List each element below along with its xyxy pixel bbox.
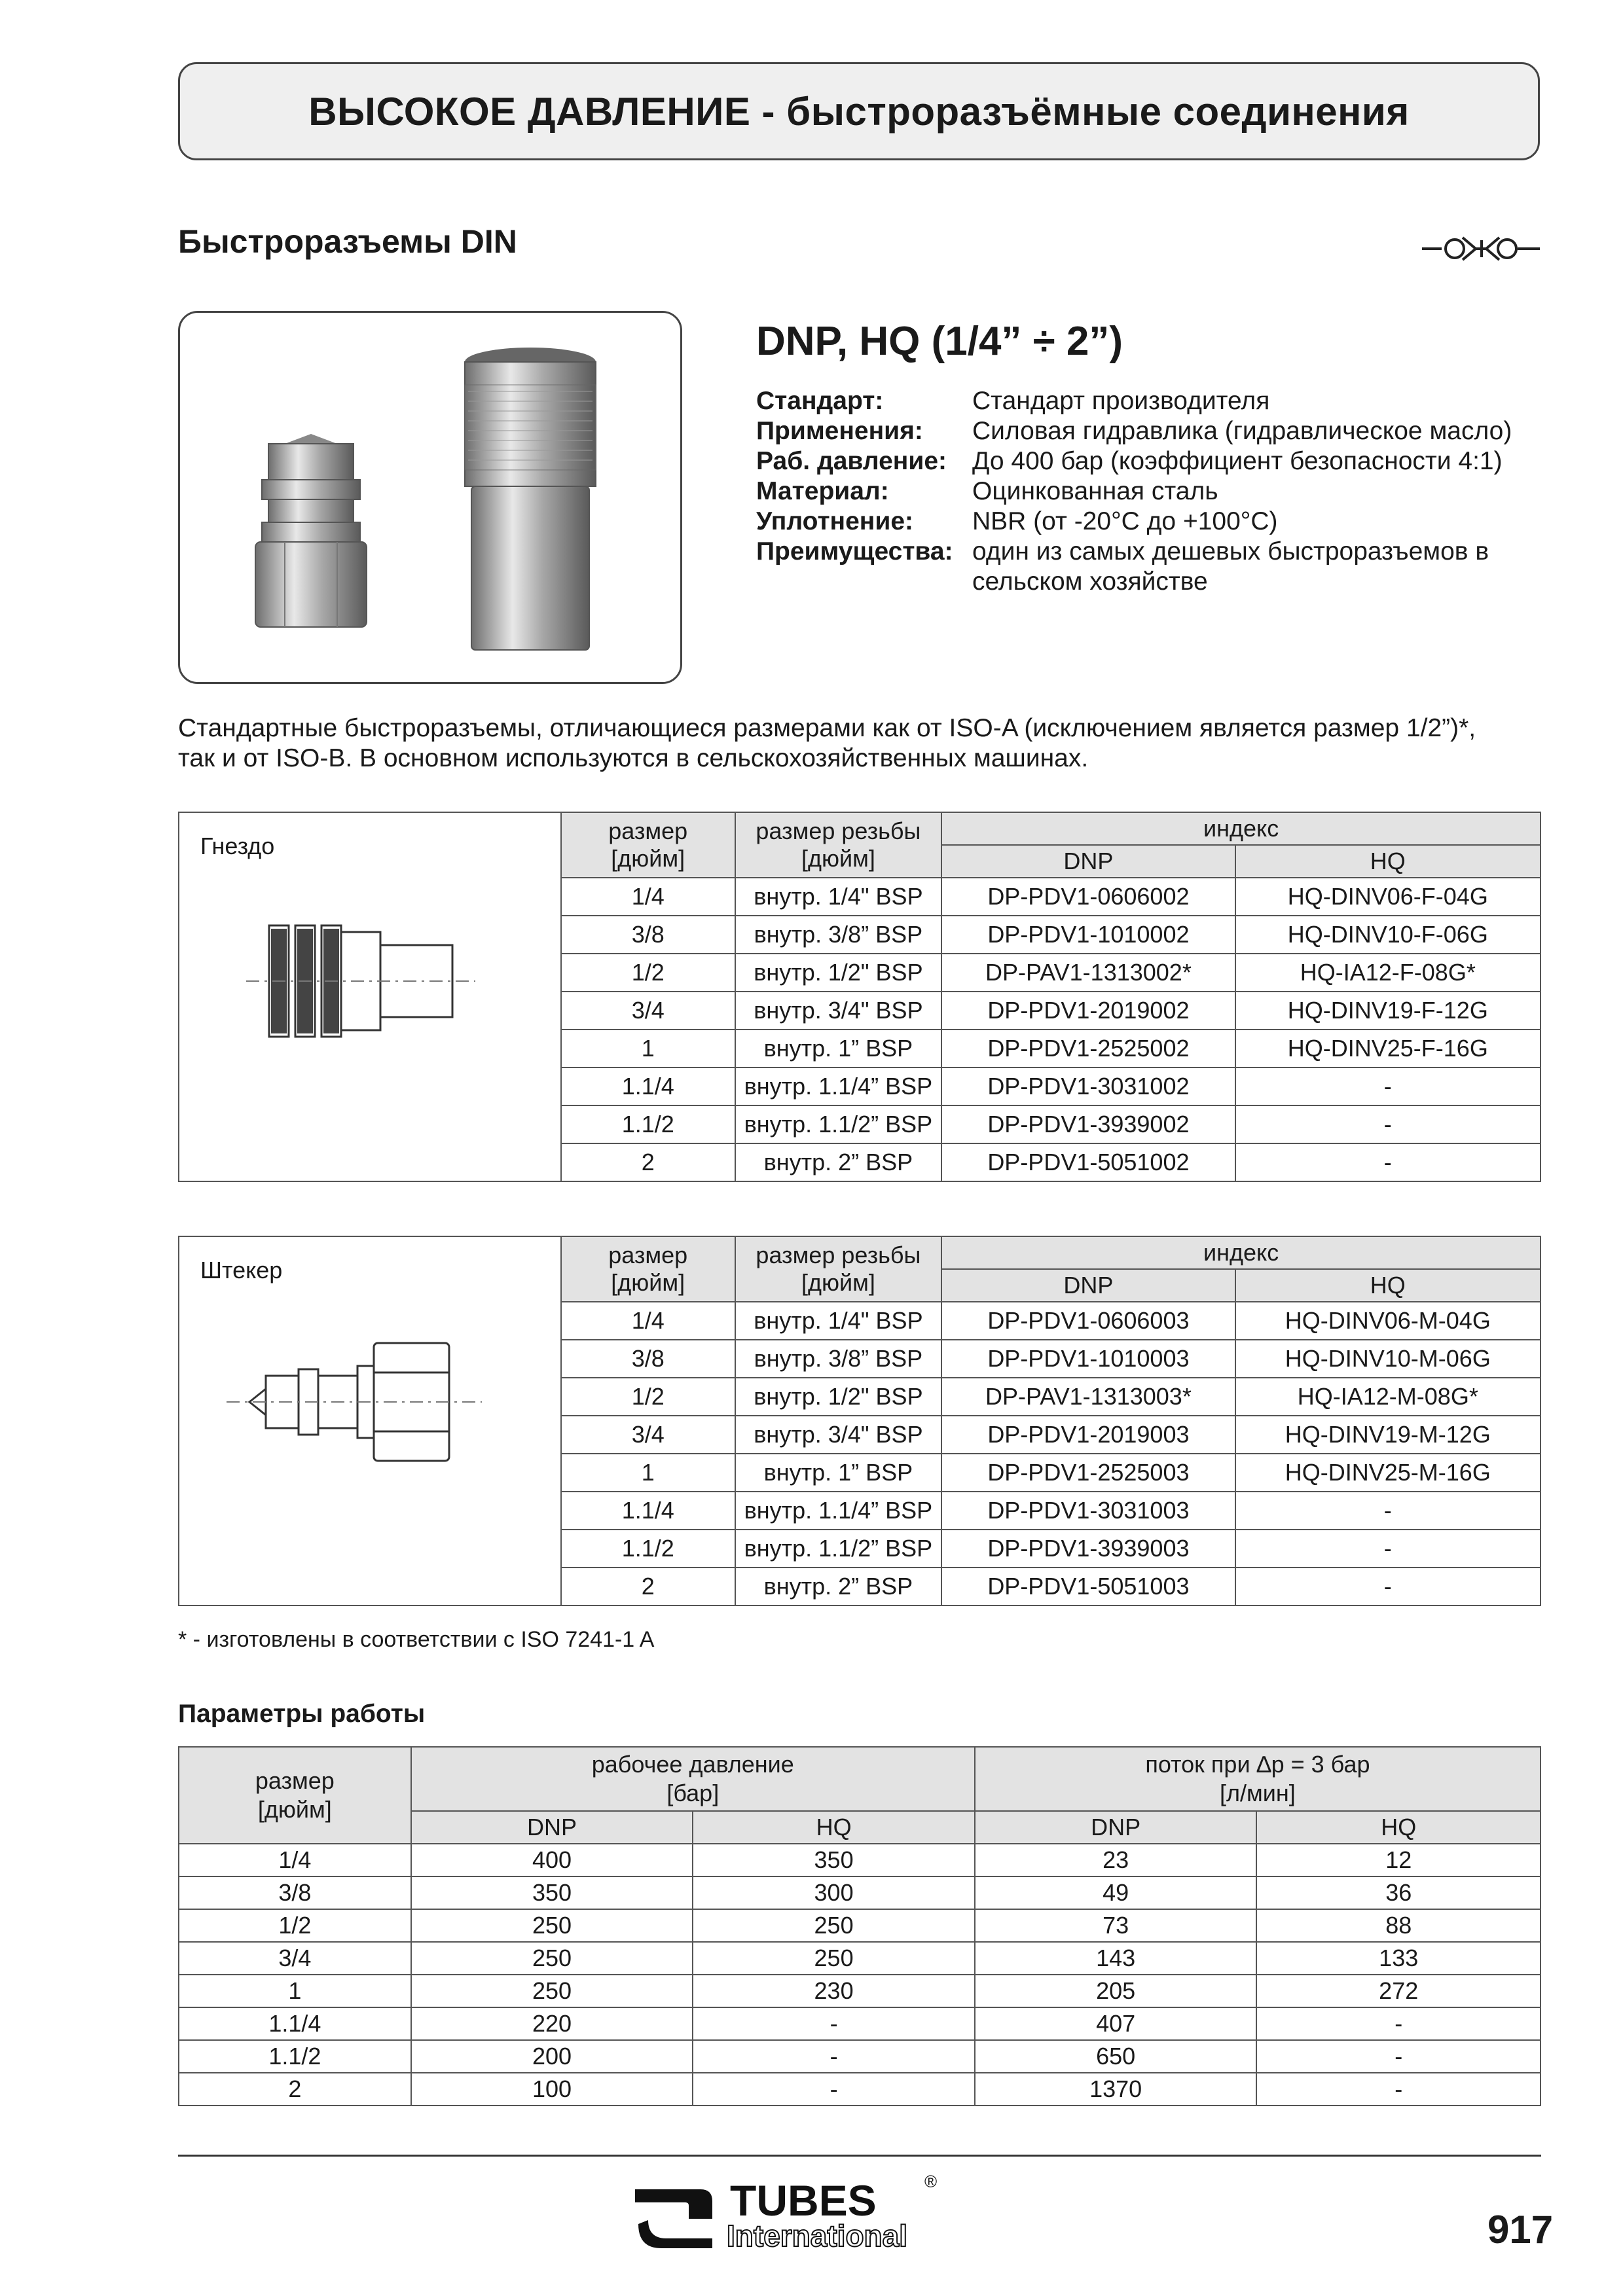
header-dnp: DNP	[411, 1811, 693, 1844]
cell-flow-dnp: 143	[975, 1942, 1257, 1975]
cell-thread: внутр. 1/4" BSP	[735, 878, 942, 916]
cell-hq: HQ-IA12-F-08G*	[1235, 954, 1541, 992]
cell-thread: внутр. 1/2" BSP	[735, 1378, 942, 1416]
cell-flow-hq: 88	[1256, 1909, 1541, 1942]
cell-dnp: DP-PDV1-2019002	[941, 992, 1235, 1030]
header-flow	[975, 1747, 1541, 1811]
spec-value: Оцинкованная сталь	[972, 477, 1218, 505]
cell-size: 2	[561, 1568, 735, 1605]
cell-thread: внутр. 2” BSP	[735, 1143, 942, 1181]
cell-pressure-dnp: 400	[411, 1844, 693, 1876]
spec-label: Уплотнение:	[756, 507, 913, 535]
spec-row	[756, 386, 1535, 416]
tubes-logo-icon	[635, 2173, 969, 2258]
params-title: Параметры работы	[178, 1700, 426, 1728]
header-index: индекс	[941, 812, 1541, 845]
cell-size: 1/2	[179, 1909, 411, 1942]
cell-pressure-hq: -	[693, 2040, 975, 2073]
header-dnp: DNP	[975, 1811, 1257, 1844]
spec-row	[756, 537, 1535, 597]
header-thread	[735, 1236, 942, 1302]
cell-dnp: DP-PDV1-5051003	[941, 1568, 1235, 1605]
header-text: [дюйм]	[611, 1269, 685, 1296]
quick-coupling-symbol-icon	[1422, 226, 1540, 272]
coupling-photo-icon	[180, 313, 680, 682]
cell-flow-hq: -	[1256, 2040, 1541, 2073]
cell-size: 2	[561, 1143, 735, 1181]
cell-size: 2	[179, 2073, 411, 2106]
cell-thread: внутр. 1/2" BSP	[735, 954, 942, 992]
table-row	[179, 2040, 1541, 2073]
cell-size: 1.1/2	[561, 1105, 735, 1143]
cell-pressure-dnp: 250	[411, 1975, 693, 2007]
cell-thread: внутр. 3/4" BSP	[735, 1416, 942, 1454]
cell-size: 1.1/4	[179, 2007, 411, 2040]
cell-hq: -	[1235, 1568, 1541, 1605]
footer-divider	[178, 2155, 1541, 2157]
header-size	[561, 1236, 735, 1302]
cell-thread: внутр. 3/8” BSP	[735, 916, 942, 954]
cell-dnp: DP-PDV1-0606002	[941, 878, 1235, 916]
cell-hq: HQ-DINV10-F-06G	[1235, 916, 1541, 954]
cell-dnp: DP-PDV1-2525002	[941, 1030, 1235, 1067]
cell-flow-dnp: 1370	[975, 2073, 1257, 2106]
cell-pressure-hq: -	[693, 2073, 975, 2106]
header-text: [дюйм]	[611, 845, 685, 872]
header-text: рабочее давление	[591, 1751, 794, 1778]
cell-thread: внутр. 2” BSP	[735, 1568, 942, 1605]
cell-dnp: DP-PAV1-1313002*	[941, 954, 1235, 992]
header-text: [л/мин]	[1220, 1780, 1296, 1806]
cell-dnp: DP-PDV1-2525003	[941, 1454, 1235, 1492]
cell-dnp: DP-PDV1-0606003	[941, 1302, 1235, 1340]
cell-hq: HQ-DINV25-M-16G	[1235, 1454, 1541, 1492]
cell-hq: -	[1235, 1143, 1541, 1181]
cell-dnp: DP-PDV1-3939003	[941, 1530, 1235, 1568]
header-pressure	[411, 1747, 975, 1811]
cell-size: 1.1/2	[561, 1530, 735, 1568]
intro-line: Стандартные быстроразъемы, отличающиеся размерами как от ISO-A (исключением является размер 1/2”)*,	[178, 714, 1476, 742]
cell-size: 1/2	[561, 1378, 735, 1416]
cell-hq: HQ-DINV10-M-06G	[1235, 1340, 1541, 1378]
cell-pressure-dnp: 200	[411, 2040, 693, 2073]
cell-flow-hq: 12	[1256, 1844, 1541, 1876]
table-row	[179, 1876, 1541, 1909]
cell-size: 1/4	[179, 1844, 411, 1876]
cell-thread: внутр. 1” BSP	[735, 1454, 942, 1492]
table-row	[179, 1844, 1541, 1876]
cell-thread: внутр. 1/4" BSP	[735, 1302, 942, 1340]
tubes-international-logo	[635, 2173, 969, 2258]
cell-size: 3/4	[561, 1416, 735, 1454]
spec-label: Применения:	[756, 417, 923, 445]
cell-hq: -	[1235, 1067, 1541, 1105]
cell-size: 3/4	[179, 1942, 411, 1975]
header-hq: HQ	[693, 1811, 975, 1844]
cell-pressure-hq: 230	[693, 1975, 975, 2007]
male-label: Штекер	[200, 1257, 283, 1283]
logo-main-text: TUBES	[730, 2176, 877, 2225]
product-photo-frame	[178, 311, 682, 684]
cell-hq: -	[1235, 1105, 1541, 1143]
cell-pressure-dnp: 250	[411, 1942, 693, 1975]
header-hq: HQ	[1256, 1811, 1541, 1844]
cell-flow-hq: 36	[1256, 1876, 1541, 1909]
cell-hq: -	[1235, 1492, 1541, 1530]
spec-value: До 400 бар (коэффициент безопасности 4:1)	[972, 447, 1503, 475]
header-hq: HQ	[1235, 845, 1541, 878]
spec-value: NBR (от -20°C до +100°C)	[972, 507, 1278, 535]
header-size	[179, 1747, 411, 1844]
cell-dnp: DP-PDV1-3031003	[941, 1492, 1235, 1530]
table-row	[179, 2073, 1541, 2106]
cell-pressure-hq: 300	[693, 1876, 975, 1909]
cell-flow-dnp: 73	[975, 1909, 1257, 1942]
female-coupler-table	[178, 812, 1541, 1182]
page-number: 917	[1487, 2208, 1554, 2251]
spec-row	[756, 446, 1535, 476]
cell-pressure-hq: 350	[693, 1844, 975, 1876]
spec-value: один из самых дешевых быстроразъемов в сельском хозяйстве	[972, 537, 1489, 596]
spec-list	[756, 386, 1535, 597]
cell-dnp: DP-PDV1-3939002	[941, 1105, 1235, 1143]
male-plug-table	[178, 1236, 1541, 1606]
male-plug-drawing-icon	[200, 1310, 528, 1480]
cell-thread: внутр. 3/8” BSP	[735, 1340, 942, 1378]
cell-thread: внутр. 1.1/2” BSP	[735, 1530, 942, 1568]
cell-thread: внутр. 1.1/4” BSP	[735, 1492, 942, 1530]
header-dnp: DNP	[941, 845, 1235, 878]
cell-flow-dnp: 205	[975, 1975, 1257, 2007]
cell-size: 1	[561, 1030, 735, 1067]
header-thread	[735, 812, 942, 878]
spec-label: Раб. давление:	[756, 447, 947, 475]
table-row	[179, 1975, 1541, 2007]
header-hq: HQ	[1235, 1269, 1541, 1302]
product-title: DNP, HQ (1/4” ÷ 2”)	[756, 319, 1123, 364]
cell-size: 3/8	[561, 916, 735, 954]
header-text: [дюйм]	[801, 1269, 875, 1296]
cell-size: 1/4	[561, 878, 735, 916]
header-text: размер резьбы	[756, 1242, 921, 1268]
cell-size: 1.1/2	[179, 2040, 411, 2073]
cell-size: 1/2	[561, 954, 735, 992]
cell-size: 3/4	[561, 992, 735, 1030]
spec-row	[756, 476, 1535, 507]
cell-flow-dnp: 650	[975, 2040, 1257, 2073]
cell-size: 1.1/4	[561, 1492, 735, 1530]
cell-size: 1	[179, 1975, 411, 2007]
header-text: поток при ∆p = 3 бар	[1145, 1751, 1370, 1778]
cell-pressure-hq: 250	[693, 1942, 975, 1975]
header-text: размер	[608, 1242, 688, 1268]
cell-hq: HQ-DINV19-M-12G	[1235, 1416, 1541, 1454]
cell-flow-dnp: 407	[975, 2007, 1257, 2040]
cell-pressure-dnp: 250	[411, 1909, 693, 1942]
footnote: * - изготовлены в соответствии с ISO 7241-1 A	[178, 1627, 655, 1652]
spec-label: Стандарт:	[756, 387, 884, 415]
cell-size: 1	[561, 1454, 735, 1492]
cell-dnp: DP-PDV1-5051002	[941, 1143, 1235, 1181]
working-params-table	[178, 1746, 1541, 2106]
table-row	[179, 2007, 1541, 2040]
cell-thread: внутр. 1” BSP	[735, 1030, 942, 1067]
cell-hq: HQ-DINV06-M-04G	[1235, 1302, 1541, 1340]
header-size	[561, 812, 735, 878]
cell-size: 1.1/4	[561, 1067, 735, 1105]
cell-flow-hq: -	[1256, 2073, 1541, 2106]
header-text: [дюйм]	[257, 1796, 332, 1823]
cell-pressure-dnp: 350	[411, 1876, 693, 1909]
cell-pressure-dnp: 100	[411, 2073, 693, 2106]
cell-hq: HQ-IA12-M-08G*	[1235, 1378, 1541, 1416]
cell-thread: внутр. 1.1/4” BSP	[735, 1067, 942, 1105]
header-text: размер резьбы	[756, 817, 921, 844]
cell-pressure-hq: 250	[693, 1909, 975, 1942]
logo-registered-mark: ®	[924, 2173, 938, 2191]
cell-flow-hq: -	[1256, 2007, 1541, 2040]
female-label: Гнездо	[200, 833, 275, 859]
cell-dnp: DP-PDV1-2019003	[941, 1416, 1235, 1454]
cell-pressure-dnp: 220	[411, 2007, 693, 2040]
cell-size: 3/8	[561, 1340, 735, 1378]
cell-dnp: DP-PDV1-1010002	[941, 916, 1235, 954]
intro-paragraph	[178, 713, 1540, 774]
cell-flow-dnp: 23	[975, 1844, 1257, 1876]
cell-hq: HQ-DINV06-F-04G	[1235, 878, 1541, 916]
cell-thread: внутр. 1.1/2” BSP	[735, 1105, 942, 1143]
cell-dnp: DP-PAV1-1313003*	[941, 1378, 1235, 1416]
header-index: индекс	[941, 1236, 1541, 1269]
header-dnp: DNP	[941, 1269, 1235, 1302]
spec-label: Преимущества:	[756, 537, 953, 565]
page-title: ВЫСОКОЕ ДАВЛЕНИЕ - быстроразъёмные соединения	[308, 89, 1410, 134]
spec-value: Силовая гидравлика (гидравлическое масло)	[972, 417, 1512, 445]
spec-row	[756, 507, 1535, 537]
table-row	[179, 1909, 1541, 1942]
intro-line: так и от ISO-B. В основном используются в сельскохозяйственных машинах.	[178, 744, 1089, 772]
cell-flow-hq: 133	[1256, 1942, 1541, 1975]
cell-thread: внутр. 3/4" BSP	[735, 992, 942, 1030]
cell-size: 1/4	[561, 1302, 735, 1340]
cell-flow-hq: 272	[1256, 1975, 1541, 2007]
cell-size: 3/8	[179, 1876, 411, 1909]
header-text: размер	[608, 817, 688, 844]
header-text: [бар]	[666, 1780, 720, 1806]
cell-hq: -	[1235, 1530, 1541, 1568]
cell-pressure-hq: -	[693, 2007, 975, 2040]
spec-label: Материал:	[756, 477, 889, 505]
header-text: размер	[255, 1767, 335, 1794]
section-title: Быстроразъемы DIN	[178, 223, 517, 260]
logo-sub-text: International	[727, 2219, 908, 2253]
page-header	[178, 62, 1540, 160]
female-image-cell	[179, 812, 561, 1181]
cell-dnp: DP-PDV1-1010003	[941, 1340, 1235, 1378]
cell-hq: HQ-DINV25-F-16G	[1235, 1030, 1541, 1067]
spec-row	[756, 416, 1535, 446]
female-coupler-drawing-icon	[200, 893, 528, 1063]
cell-dnp: DP-PDV1-3031002	[941, 1067, 1235, 1105]
spec-value: Стандарт производителя	[972, 387, 1270, 415]
male-image-cell	[179, 1236, 561, 1605]
table-row	[179, 1942, 1541, 1975]
cell-flow-dnp: 49	[975, 1876, 1257, 1909]
cell-hq: HQ-DINV19-F-12G	[1235, 992, 1541, 1030]
header-text: [дюйм]	[801, 845, 875, 872]
